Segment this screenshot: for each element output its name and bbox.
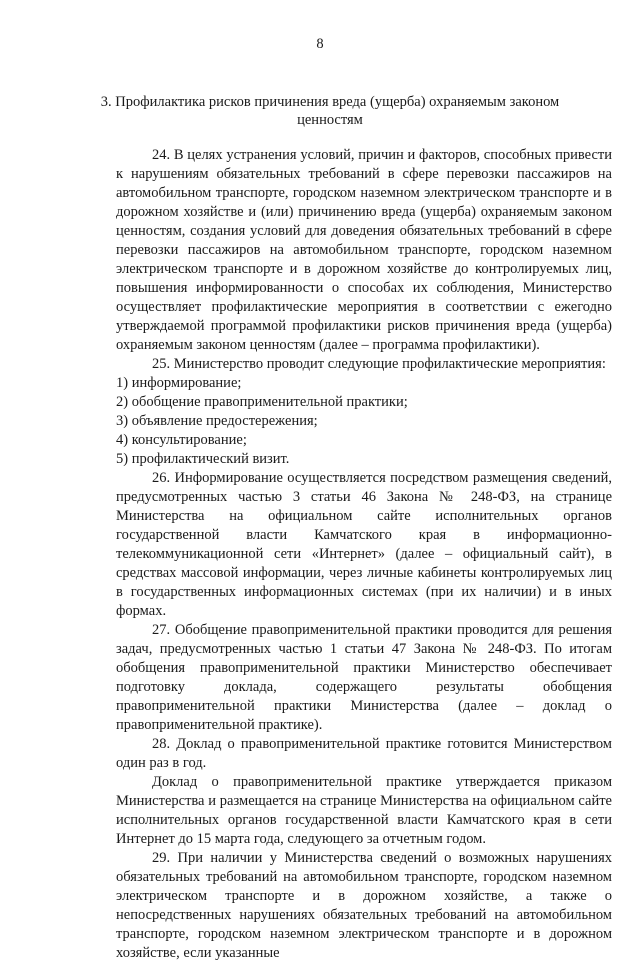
paragraph: 28. Доклад о правоприменительной практике готовится Министерством один раз в год. bbox=[116, 736, 612, 771]
page-number: 8 bbox=[316, 36, 324, 52]
document-body bbox=[116, 146, 612, 963]
section-heading: 3. Профилактика рисков причинения вреда (ущерба) охраняемым законом ценностям bbox=[100, 94, 560, 128]
paragraph: Доклад о правоприменительной практике утверждается приказом Министерства и размещается на странице Министерства на официальном сайте исполнительных органов государственной власти Камчатского края в сети Интернет до 15 марта года, следующего за отчетным годом. bbox=[116, 774, 612, 847]
list-item: 3) объявление предостережения; bbox=[116, 413, 318, 429]
paragraph: 29. При наличии у Министерства сведений о возможных нарушениях обязательных требований на автомобильном транспорте, городском наземном электрическом транспорте и в дорожном хозяйстве, а также о непосредственных нарушениях обязательных требований на автомобильном транспорте, городском наземном электрическом транспорте и в дорожном хозяйстве, если указанные bbox=[116, 850, 612, 961]
paragraph: 27. Обобщение правоприменительной практики проводится для решения задач, предусмотренных частью 1 статьи 47 Закона № 248-ФЗ. По итогам обобщения правоприменительной практики Министерство обеспечивает подготовку доклада, содержащего результаты обобщения правоприменительной практики Министерства (далее – доклад о правоприменительной практике). bbox=[116, 622, 612, 733]
paragraph: 26. Информирование осуществляется посредством размещения сведений, предусмотренных частью 3 статьи 46 Закона № 248-ФЗ, на странице Министерства на официальном сайте исполнительных органов государственной власти Камчатского края в информационно-телекоммуникационной сети «Интернет» (далее – официальный сайт), в средствах массовой информации, через личные кабинеты контролируемых лиц в государственных информационных системах (при их наличии) и в иных формах. bbox=[116, 470, 612, 619]
list-item: 2) обобщение правоприменительной практики; bbox=[116, 394, 408, 410]
list-item: 4) консультирование; bbox=[116, 432, 247, 448]
list-item: 5) профилактический визит. bbox=[116, 451, 290, 467]
paragraph: 24. В целях устранения условий, причин и факторов, способных привести к нарушениям обязательных требований в сфере перевозки пассажиров на автомобильном транспорте, городском наземном электрическом транспорте и в дорожном хозяйстве и (или) причинению вреда (ущерба) охраняемым законом ценностям, создания условий для доведения обязательных требований в сфере перевозки пассажиров на автомобильном транспорте, городском наземном электрическом транспорте и в дорожном хозяйстве до контролируемых лиц, повышения информированности о способах их соблюдения, Министерство осуществляет профилактические мероприятия в соответствии с ежегодно утверждаемой программой профилактики рисков причинения вреда (ущерба) охраняемым законом ценностям (далее – программа профилактики). bbox=[116, 147, 612, 353]
paragraph: 25. Министерство проводит следующие профилактические мероприятия: bbox=[152, 356, 606, 372]
list-item: 1) информирование; bbox=[116, 375, 242, 391]
